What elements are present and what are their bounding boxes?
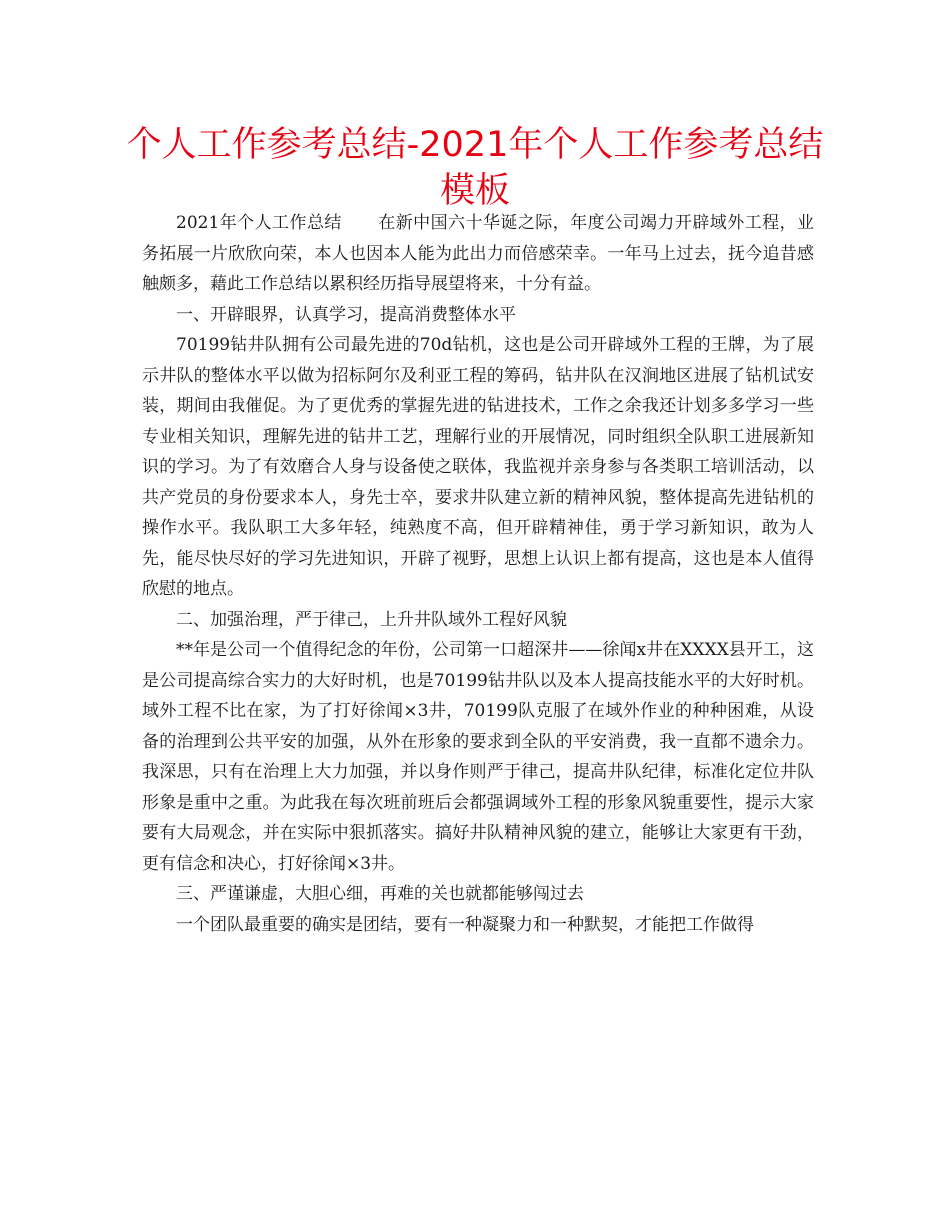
document-title: 个人工作参考总结-2021年个人工作参考总结模板 [126,125,824,211]
document-body [142,208,814,940]
intro-text: 在新中国六十华诞之际，年度公司竭力开辟域外工程，业务拓展一片欣欣向荣，本人也因本人能为此出力而倍感荣幸。一年马上过去，抚今追昔感触颇多，藉此工作总结以累积经历指导展望将来，十分有益。 [142,213,815,294]
section1-paragraph: 70199钻井队拥有公司最先进的70d钻机，这也是公司开辟域外工程的王牌，为了展示井队的整体水平以做为招标阿尔及利亚工程的筹码，钻井队在汉涧地区进展了钻机试安装，期间由我催促。为了更优秀的掌握先进的钻进技术，工作之余我还计划多多学习一些专业相关知识，理解先进的钻井工艺，理解行业的开展情况，同时组织全队职工进展新知识的学习。为了有效磨合人身与设备使之联体，我监视并亲身参与各类职工培训活动，以共产党员的身份要求本人，身先士卒，要求井队建立新的精神风貌，整体提高先进钻机的操作水平。我队职工大多年轻，纯熟度不高，但开辟精神佳，勇于学习新知识，敢为人先，能尽快尽好的学习先进知识，开辟了视野，思想上认识上都有提高，这也是本人值得欣慰的地点。 [142,335,814,599]
intro-paragraph [142,208,814,300]
section2-paragraph: **年是公司一个值得纪念的年份，公司第一口超深井——徐闻x井在XXXX县开工，这是公司提高综合实力的大好时机，也是70199钻井队以及本人提高技能水平的大好时机。域外工程不比在家，为了打好徐闻×3井，70199队克服了在域外作业的种种困难，从设备的治理到公共平安的加强，从外在形象的要求到全队的平安消费，我一直都不遗余力。我深思，只有在治理上大力加强，并以身作则严于律己，提高井队纪律，标准化定位井队形象是重中之重。为此我在每次班前班后会都强调域外工程的形象风貌重要性，提示大家要有大局观念，并在实际中狠抓落实。搞好井队精神风貌的建立，能够让大家更有干劲，更有信念和决心，打好徐闻×3井。 [142,640,814,874]
section2-heading: 二、加强治理，严于律己，上升井队域外工程好风貌 [176,609,567,630]
section3-heading: 三、严谨谦虚，大胆心细，再难的关也就都能够闯过去 [176,884,584,904]
section3-paragraph: 一个团队最重要的确实是团结，要有一种凝聚力和一种默契，才能把工作做得 [176,914,754,935]
section1-heading: 一、开辟眼界，认真学习，提高消费整体水平 [176,304,516,325]
intro-label: 2021年个人工作总结 [176,213,342,233]
